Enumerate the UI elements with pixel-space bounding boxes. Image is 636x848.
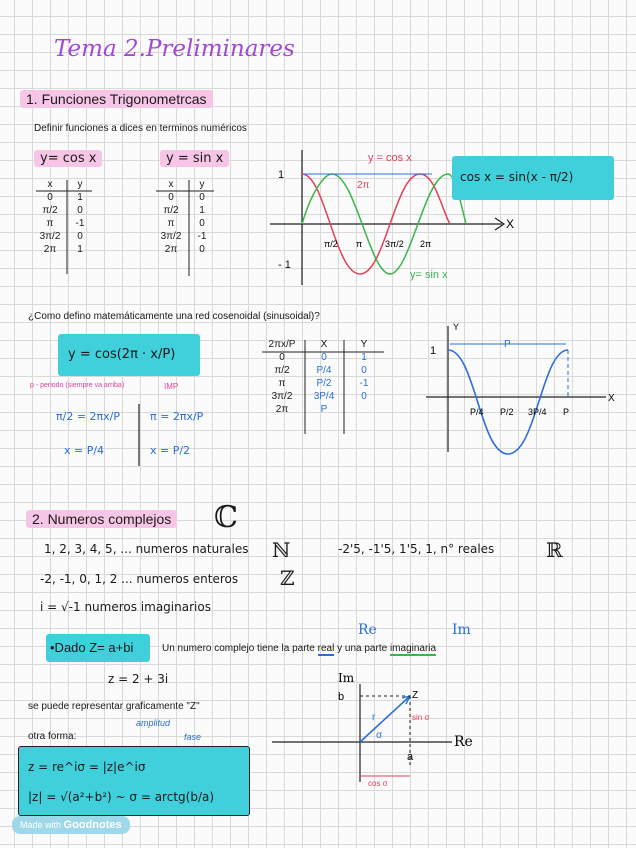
sin-x: π/2 [163, 205, 179, 216]
cos-table-header-x: x [47, 179, 53, 190]
naturals-symbol: ℕ [272, 538, 291, 562]
sin-y: -1 [197, 231, 207, 242]
wave-c2: P/4 [316, 365, 332, 376]
derivation-1: π/2 = 2πx/P [56, 410, 121, 423]
wave-ymax: 1 [430, 345, 437, 357]
sin-x: π [167, 218, 175, 229]
example-text: z = 2 + 3i [108, 672, 169, 686]
goodnotes-badge[interactable] [12, 816, 130, 834]
cos-label: y= cos x [34, 150, 102, 167]
cos-y: 0 [77, 205, 83, 216]
derivation-divider [138, 404, 142, 466]
wave-tick: P/2 [500, 407, 514, 417]
wave-c2: 0 [321, 352, 327, 363]
derivation-2: x = P/4 [64, 444, 105, 457]
sin-table-header-y: y [199, 179, 205, 190]
wave-c3: 0 [361, 365, 367, 376]
otra-forma: otra forma: [28, 731, 77, 742]
plane-z: Z [412, 690, 419, 701]
wave-graph [420, 322, 620, 462]
complex-plane [272, 670, 502, 790]
wave-c1: 0 [279, 352, 285, 363]
integers-symbol: ℤ [280, 566, 295, 590]
cos-x: π [46, 218, 54, 229]
cos-x: 3π/2 [39, 231, 61, 242]
trig-tick: 2π [420, 239, 432, 249]
cos-y: 1 [77, 244, 83, 255]
plane-im: Im [338, 671, 355, 685]
cos-table-header-y: y [77, 179, 83, 190]
imp-note: IMP [164, 382, 179, 391]
wave-period: P [504, 339, 511, 350]
wave-curve [448, 350, 568, 454]
dado-text: •Dado Z= a+bi [50, 640, 134, 655]
wave-axis-y: Y [453, 322, 460, 332]
real-word: real [317, 643, 335, 654]
trig-tick: π [356, 239, 363, 249]
wave-c2: P [320, 404, 328, 415]
wave-c1: 3π/2 [271, 391, 293, 402]
question-text: ¿Como defino matemáticamente una red cosenoidal (sinusoidal)? [28, 311, 320, 322]
sin-y: 0 [199, 218, 205, 229]
sin-x: 0 [168, 192, 174, 203]
plane-cos: cos σ [368, 779, 388, 788]
definition-text [162, 643, 436, 654]
trig-tick: π/2 [324, 239, 338, 249]
complex-symbol: ℂ [214, 500, 238, 535]
wave-c2: 3P/4 [313, 391, 335, 402]
wave-c2: P/2 [316, 378, 332, 389]
wave-axis-x: X [608, 393, 615, 404]
wave-table-header: 2πx/P [268, 339, 296, 350]
naturals-text: 1, 2, 3, 4, 5, ... numeros naturales [44, 542, 249, 556]
imaginary-text: i = √-1 numeros imaginarios [40, 600, 211, 614]
page-title: Tema 2.Preliminares [54, 36, 295, 62]
integers-text: -2, -1, 0, 1, 2 ... numeros enteros [40, 572, 239, 586]
wave-formula: y = cos(2π · x/P) [68, 347, 176, 362]
section2-heading: 2. Numeros complejos [26, 510, 177, 528]
modulus-formula: |z| = √(a²+b²) ~ σ = arctg(b/a) [28, 790, 215, 804]
sin-x: 2π [164, 244, 178, 255]
wave-c3: -1 [359, 378, 369, 389]
sin-x: 3π/2 [160, 231, 182, 242]
plane-re: Re [454, 734, 473, 750]
period-note: p - periodo (siempre va arriba) [30, 382, 125, 389]
derivation-4: x = P/2 [150, 444, 191, 457]
trig-ymin: - 1 [278, 259, 291, 271]
trig-ymax: 1 [278, 169, 285, 181]
wave-c1: 2π [275, 404, 289, 415]
sin-y: 0 [199, 192, 205, 203]
plane-sin: sin σ [412, 713, 430, 722]
polar-formula: z = re^iσ = |z|e^iσ [28, 760, 146, 774]
cos-x: π/2 [42, 205, 58, 216]
polar-box [18, 746, 250, 816]
wave-c1: π [278, 378, 286, 389]
wave-table-lines [262, 338, 392, 438]
definition-mid: y una parte [337, 643, 388, 654]
definition-pre: Un numero complejo tiene la parte [162, 643, 315, 654]
derivation-3: π = 2πx/P [150, 410, 204, 423]
sin-y: 1 [199, 205, 205, 216]
wave-table-header: X [320, 339, 328, 350]
plane-r: r [372, 712, 376, 723]
plane-b: b [338, 691, 345, 703]
trig-axis-x: X [506, 217, 515, 231]
section1-intro: Definir funciones a dices en terminos numéricos [34, 123, 247, 134]
sin-y: 0 [199, 244, 205, 255]
im-label: Im [452, 622, 471, 638]
sin-label: y = sin x [160, 150, 229, 167]
badge-brand: Goodnotes [63, 819, 122, 831]
cos-y: 0 [77, 231, 83, 242]
graphic-text: se puede representar graficamente "Z" [28, 701, 200, 712]
badge-made-with: Made with [20, 820, 62, 830]
cos-y: 1 [77, 192, 83, 203]
cos-table-lines [34, 178, 104, 268]
trig-cos-label: y = cos x [368, 152, 412, 164]
wave-table-header: Y [360, 339, 368, 350]
re-label: Re [358, 622, 377, 638]
section1-heading: 1. Funciones Trigonometrcas [20, 90, 213, 108]
sin-table-lines [154, 178, 224, 278]
fase-note: fase [184, 732, 202, 742]
trig-sin-label: y= sin x [410, 269, 448, 281]
identity-formula: cos x = sin(x - π/2) [460, 170, 574, 184]
reals-text: -2'5, -1'5, 1'5, 1, n° reales [338, 542, 495, 556]
trig-period: 2π [357, 180, 370, 191]
wave-tick: P [563, 407, 570, 417]
cos-y: -1 [75, 218, 85, 229]
cos-x: 0 [47, 192, 53, 203]
wave-tick: P/4 [470, 407, 484, 417]
wave-c1: π/2 [274, 365, 290, 376]
wave-c3: 0 [361, 391, 367, 402]
imag-word: imaginaria [389, 643, 437, 654]
amplitud-note: amplitud [136, 718, 171, 728]
plane-a: a [407, 751, 414, 763]
cos-x: 2π [43, 244, 57, 255]
wave-c3: 1 [361, 352, 367, 363]
plane-angle: σ [376, 730, 383, 741]
reals-symbol: ℝ [546, 538, 563, 562]
trig-tick: 3π/2 [385, 239, 404, 249]
sin-table-header-x: x [168, 179, 174, 190]
wave-tick: 3P/4 [528, 407, 547, 417]
